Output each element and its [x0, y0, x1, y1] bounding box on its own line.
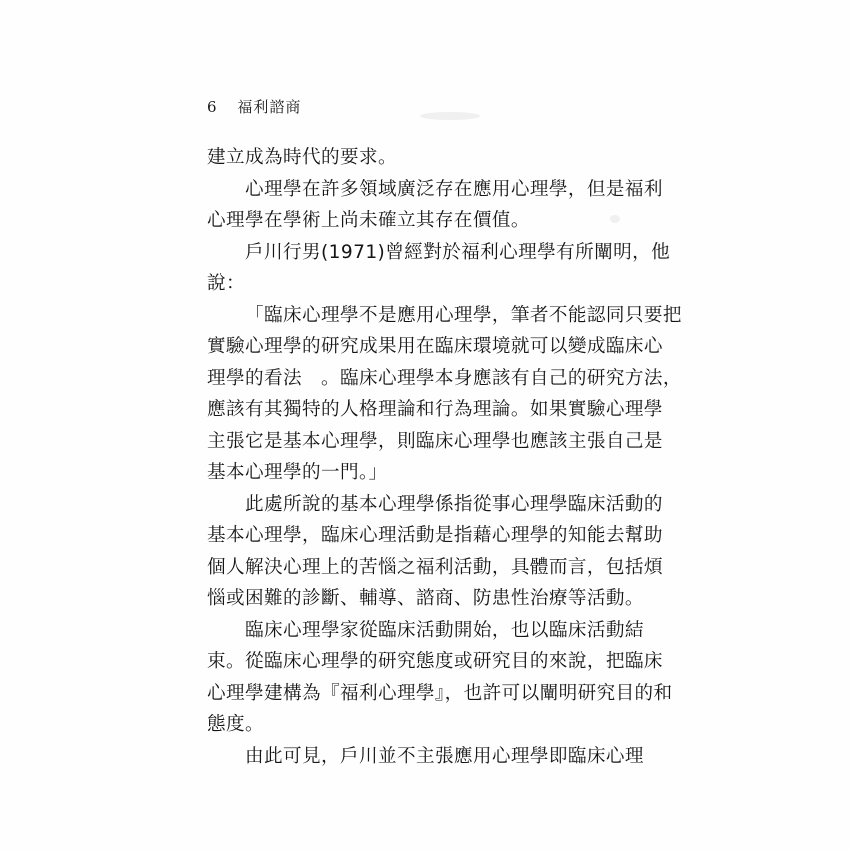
text-line: 個人解決心理上的苦惱之福利活動，具體而言，包括煩 — [207, 556, 663, 578]
page-number: 6 — [207, 98, 218, 116]
text-line: 基本心理學，臨床心理活動是指藉心理學的知能去幫助 — [207, 525, 663, 546]
text-line: 應該有其獨特的人格理論和行為理論。如果實驗心理學 — [207, 399, 663, 420]
text-line: 態度。 — [207, 714, 264, 735]
text-line: 理學的看法 。臨床心理學本身應該有自己的研究方法， — [207, 367, 682, 389]
text-line: 惱或困難的診斷、輔導、諮商、防患性治療等活動。 — [207, 588, 644, 609]
text-line: 戶川行男(1971)曾經對於福利心理學有所闡明，他 — [245, 241, 671, 263]
text-line: 實驗心理學的研究成果用在臨床環境就可以變成臨床心 — [207, 336, 663, 357]
text-line: 此處所說的基本心理學係指從事心理學臨床活動的 — [245, 493, 663, 515]
text-line: 心理學在學術上尚未確立其存在價值。 — [207, 210, 530, 231]
running-header — [207, 96, 301, 117]
text-line: 由此可見，戶川並不主張應用心理學即臨床心理 — [245, 745, 644, 767]
text-line: 束。從臨床心理學的研究態度或研究目的來說，把臨床 — [207, 651, 663, 672]
text-line: 說： — [207, 273, 245, 294]
text-line: 心理學在許多領域廣泛存在應用心理學，但是福利 — [245, 178, 663, 200]
text-line: 「臨床心理學不是應用心理學，筆者不能認同只要把 — [245, 304, 682, 326]
text-line: 建立成為時代的要求。 — [207, 147, 397, 168]
scan-artifact — [420, 112, 480, 120]
body-text — [207, 144, 682, 774]
running-title: 福利諮商 — [237, 98, 302, 116]
text-line: 心理學建構為『福利心理學』，也許可以闡明研究目的和 — [207, 682, 673, 704]
text-line: 臨床心理學家從臨床活動開始，也以臨床活動結 — [245, 619, 644, 641]
text-line: 主張它是基本心理學，則臨床心理學也應該主張自己是 — [207, 430, 663, 452]
text-line: 基本心理學的一門。」 — [207, 462, 388, 483]
